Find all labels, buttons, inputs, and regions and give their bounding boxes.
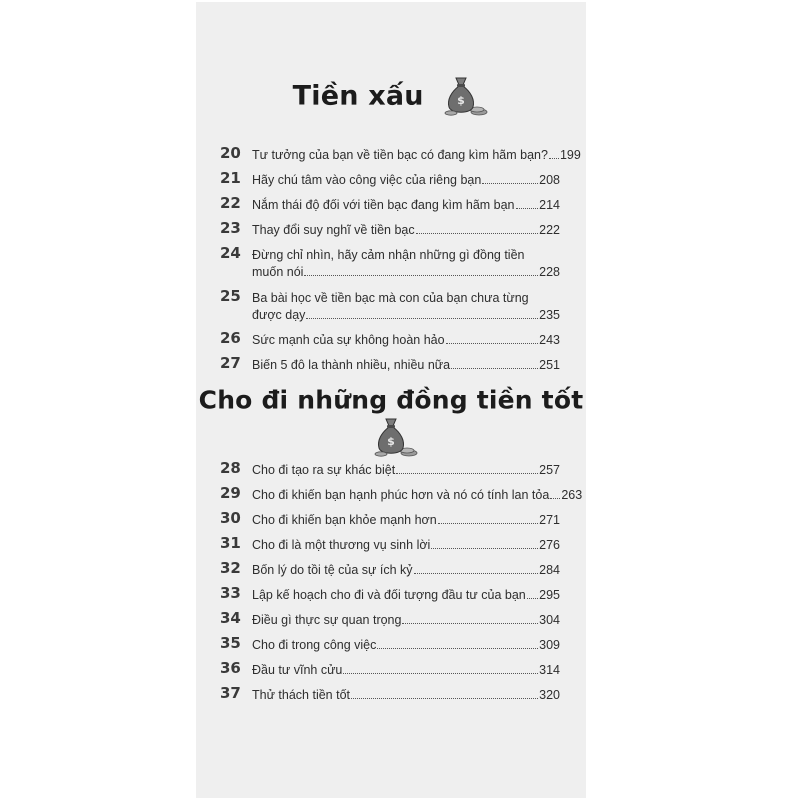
chapter-title: Cho đi trong công việc <box>252 638 377 652</box>
chapter-title: Cho đi khiến bạn khỏe mạnh hơn <box>252 513 437 527</box>
page-number: 271 <box>539 513 560 527</box>
chapter-title: Hãy chú tâm vào công việc của riêng bạn <box>252 173 482 187</box>
page-number: 222 <box>539 223 560 237</box>
section-title-text: Tiền xấu <box>292 80 424 112</box>
dot-leader <box>549 158 559 159</box>
section-title-give-good-money <box>196 384 586 459</box>
section-title-bad-money <box>196 74 586 118</box>
chapter-number: 25 <box>220 287 241 305</box>
dot-leader <box>550 498 560 499</box>
section-title-text: Cho đi những đồng tiền tốt <box>198 385 584 415</box>
chapter-title: Đầu tư vĩnh cửu <box>252 663 343 677</box>
chapter-title: Điều gì thực sự quan trọng <box>252 613 402 627</box>
page-number: 309 <box>539 638 560 652</box>
chapter-title: Thử thách tiền tốt <box>252 688 351 702</box>
dot-leader <box>306 318 538 319</box>
svg-text:$: $ <box>387 434 395 448</box>
dot-leader <box>482 183 538 184</box>
dot-leader <box>343 673 538 674</box>
chapter-number: 33 <box>220 584 241 602</box>
page-number: 263 <box>561 488 583 502</box>
page-number: 257 <box>539 463 560 477</box>
dot-leader <box>431 548 538 549</box>
chapter-number: 35 <box>220 634 241 652</box>
page-number: 199 <box>559 148 581 162</box>
chapter-title: Nắm thái độ đối với tiền bạc đang kìm hãm bạn <box>252 198 515 212</box>
dot-leader <box>527 598 538 599</box>
chapter-title: Biến 5 đô la thành nhiều, nhiều nữa <box>252 358 451 372</box>
page-number: 208 <box>539 173 560 187</box>
chapter-number: 29 <box>220 484 241 502</box>
money-bag-icon <box>371 415 419 459</box>
dot-leader <box>438 523 538 524</box>
chapter-title: Lập kế hoạch cho đi và đối tượng đầu tư của bạn <box>252 588 526 602</box>
chapter-title: Cho đi khiến bạn hạnh phúc hơn và nó có tính lan tỏa <box>252 488 550 502</box>
page-number: 228 <box>539 265 560 279</box>
dot-leader <box>377 648 538 649</box>
svg-text:$: $ <box>457 94 466 107</box>
chapter-title: Sức mạnh của sự không hoàn hảo <box>252 333 445 347</box>
page-number: 214 <box>539 198 560 212</box>
page-number: 314 <box>539 663 560 677</box>
book-page <box>196 2 586 798</box>
chapter-number: 24 <box>220 244 241 262</box>
page-number: 276 <box>539 538 560 552</box>
chapter-title: Cho đi là một thương vụ sinh lời <box>252 538 431 552</box>
chapter-number: 28 <box>220 459 241 477</box>
page-number: 251 <box>539 358 560 372</box>
page-number: 320 <box>539 688 560 702</box>
dot-leader <box>516 208 539 209</box>
dot-leader <box>451 368 538 369</box>
chapter-title-line1: Đừng chỉ nhìn, hãy cảm nhận những gì đồng tiền <box>252 248 525 262</box>
dot-leader <box>414 573 539 574</box>
chapter-number: 27 <box>220 354 241 372</box>
chapter-title: muốn nói <box>252 265 304 279</box>
chapter-number: 37 <box>220 684 241 702</box>
page-number: 304 <box>539 613 560 627</box>
dot-leader <box>446 343 539 344</box>
chapter-number: 30 <box>220 509 241 527</box>
dot-leader <box>304 275 538 276</box>
page-number: 295 <box>539 588 560 602</box>
chapter-title-line1: Ba bài học về tiền bạc mà con của bạn chưa từng <box>252 291 529 305</box>
dot-leader <box>402 623 538 624</box>
chapter-number: 23 <box>220 219 241 237</box>
dot-leader <box>416 233 539 234</box>
chapter-number: 21 <box>220 169 241 187</box>
dot-leader <box>396 473 538 474</box>
chapter-title: được dạy <box>252 308 306 322</box>
chapter-number: 20 <box>220 144 241 162</box>
chapter-title: Tư tưởng của bạn về tiền bạc có đang kìm hãm bạn? <box>252 148 548 162</box>
chapter-title: Cho đi tạo ra sự khác biệt <box>252 463 396 477</box>
page-number: 235 <box>539 308 560 322</box>
dot-leader <box>351 698 538 699</box>
page-number: 284 <box>539 563 560 577</box>
chapter-number: 36 <box>220 659 241 677</box>
chapter-number: 32 <box>220 559 241 577</box>
chapter-title: Bốn lý do tồi tệ của sự ích kỷ <box>252 563 413 577</box>
chapter-number: 22 <box>220 194 241 212</box>
money-bag-icon <box>441 74 489 118</box>
chapter-number: 34 <box>220 609 241 627</box>
chapter-title: Thay đổi suy nghĩ về tiền bạc <box>252 223 415 237</box>
page-number: 243 <box>539 333 560 347</box>
chapter-number: 26 <box>220 329 241 347</box>
chapter-number: 31 <box>220 534 241 552</box>
